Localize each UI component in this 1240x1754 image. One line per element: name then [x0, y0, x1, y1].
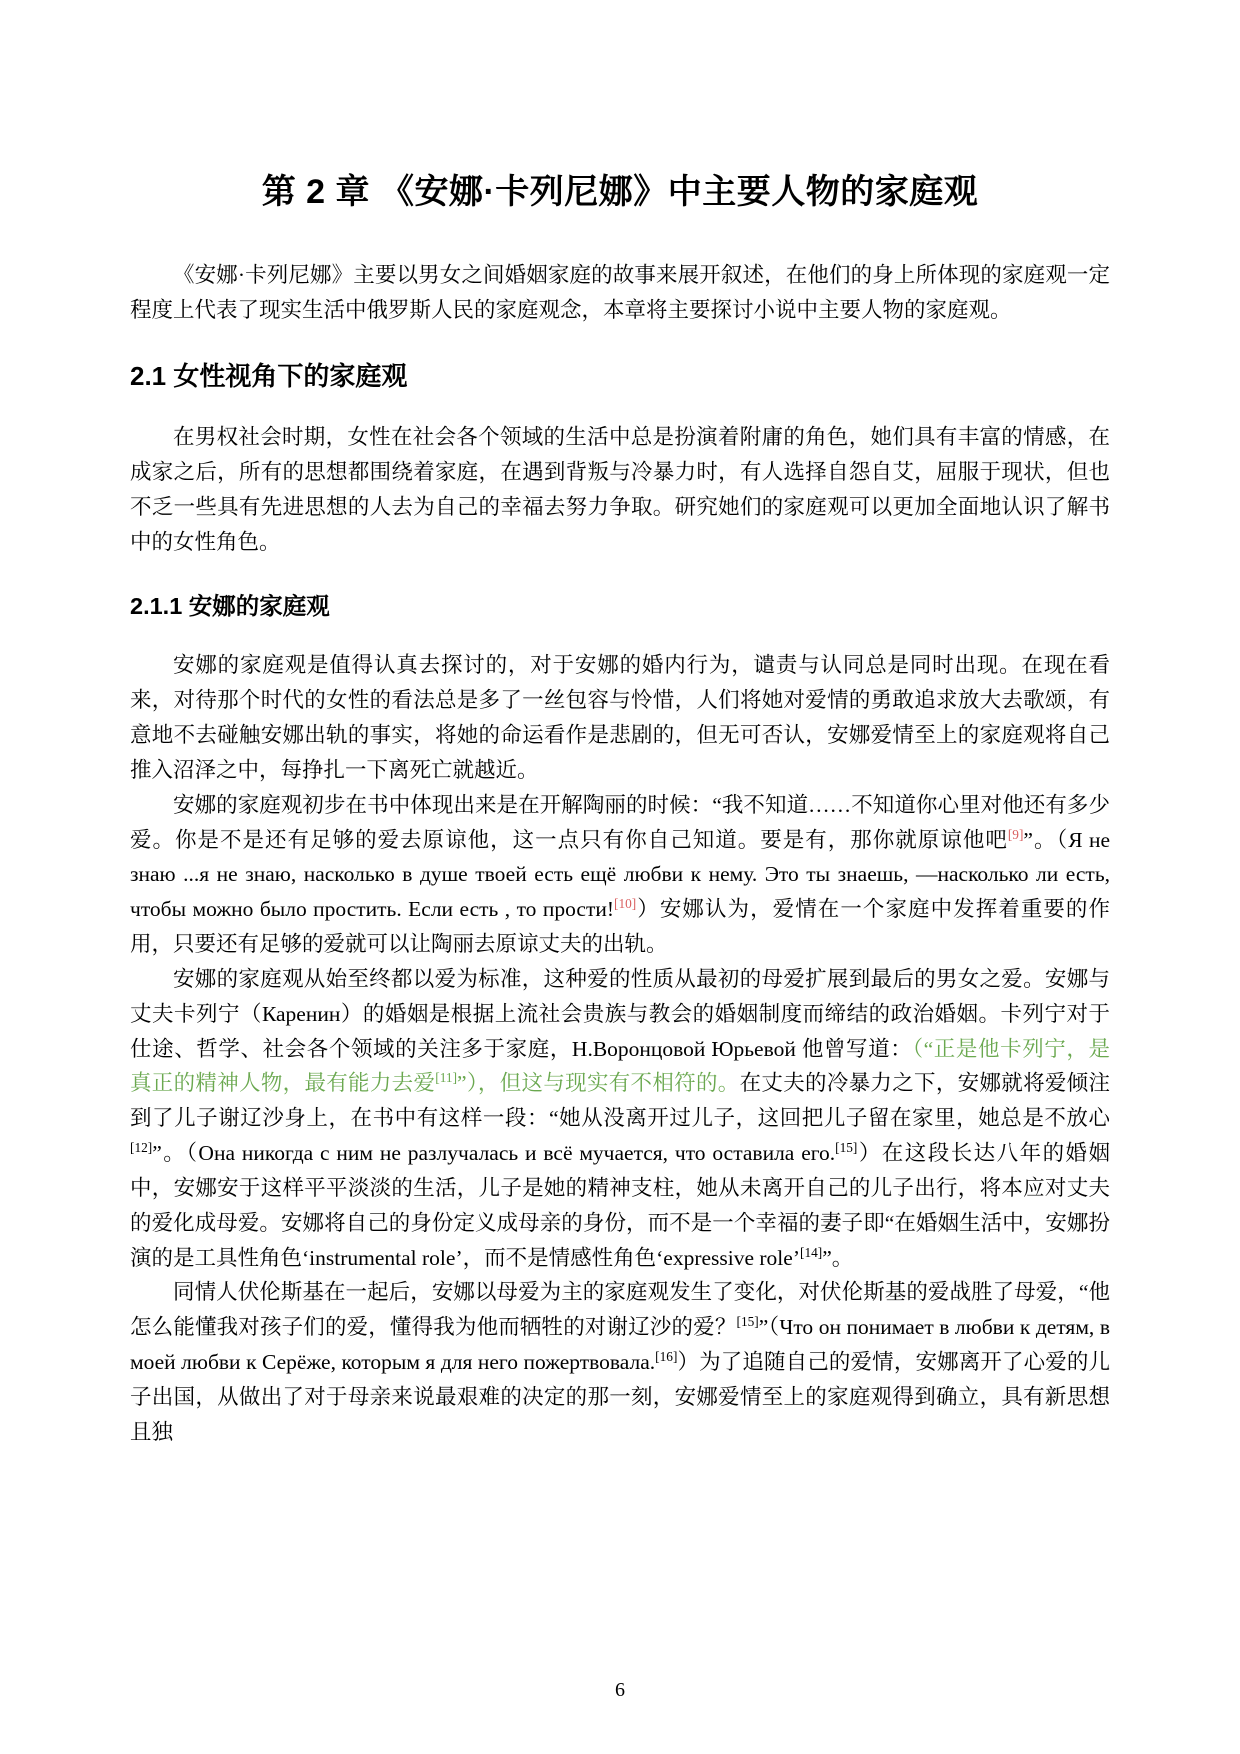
para2-text-part-1: 安娜的家庭观初步在书中体现出来是在开解陶丽的时候：“我不知道……不知道你心里对他还有多少爱。你是不是还有足够的爱去原谅他，这一点只有你自己知道。要是有，那你就原谅他吧: [130, 792, 1110, 852]
subsection-heading-2-1-1: 2.1.1 安娜的家庭观: [130, 592, 330, 619]
anna-paragraph-2: [130, 788, 1110, 962]
anna-paragraph-4: [130, 1275, 1110, 1449]
english-term-instrumental-role: instrumental role: [309, 1245, 456, 1270]
para3-text-part-5: ”。（: [152, 1141, 199, 1166]
citation-marker-9: [9]: [1007, 826, 1024, 842]
citation-marker-10: [10]: [614, 896, 637, 912]
russian-name-vorontsova: Н.Воронцовой Юрьевой: [571, 1036, 796, 1061]
intro-paragraph: 《安娜·卡列尼娜》主要以男女之间婚姻家庭的故事来展开叙述，在他们的身上所体现的家庭观一定程度上代表了现实生活中俄罗斯人民的家庭观念，本章将主要探讨小说中主要人物的家庭观。: [130, 263, 1110, 323]
citation-marker-16: [16]: [655, 1348, 678, 1364]
para3-text-part-4: 在丈夫的冷暴力之下，安娜就将爱倾注到了儿子谢辽沙身上，在书中有这样一段：“她从没离开过儿子，这回把儿子留在家里，她总是不放心: [130, 1071, 1110, 1131]
russian-quote-3: Что он понимает в любви к детям, в моей любви к Серёже, которым я для него пожертвовала.: [130, 1315, 1110, 1374]
green-highlight-quote-end: ”），但这与现实有不相符的。: [457, 1071, 740, 1096]
para4-text-part-1: 同情人伏伦斯基在一起后，安娜以母爱为主的家庭观发生了变化，对伏伦斯基的爱战胜了母爱，“他怎么能懂我对孩子们的爱，懂得我为他而牺牲的对谢辽沙的爱？: [130, 1280, 1110, 1340]
anna-paragraph-3: [130, 962, 1110, 1275]
english-term-expressive-role: expressive role: [663, 1245, 793, 1270]
citation-marker-12: [12]: [130, 1139, 153, 1155]
citation-marker-14: [14]: [800, 1244, 823, 1260]
citation-marker-11: [11]: [435, 1070, 458, 1086]
para4-text-part-2: ”（: [758, 1315, 780, 1340]
para3-text-part-7: ’，而不是情感性角色‘: [455, 1245, 664, 1270]
para3-text-part-9: ”。: [822, 1245, 854, 1270]
section-2-1-paragraph: 在男权社会时期，女性在社会各个领域的生活中总是扮演着附庸的角色，她们具有丰富的情感，在成家之后，所有的思想都围绕着家庭，在遇到背叛与冷暴力时，有人选择自怨自艾，屈服于现状，但也不乏一些具有先进思想的人去为自己的幸福去努力争取。研究她们的家庭观可以更加全面地认识了解书中的女性角色。: [130, 425, 1110, 554]
russian-name-karenin: Каренин: [261, 1001, 341, 1026]
green-highlight-quote-start: （“正是他卡列宁，是真正的精神人物，最有能力去爱: [130, 1036, 1110, 1096]
citation-marker-15b: [15]: [736, 1314, 759, 1330]
para4-text-part-3: ）为了追随自己的爱情，安娜离开了心爱的儿子出国，从做出了对于母亲来说最艰难的决定的那一刻，安娜爱情至上的家庭观得到确立，具有新思想且独: [130, 1350, 1110, 1444]
para3-text-part-2: ）的婚姻是根据上流社会贵族与教会的婚姻制度而缔结的政治婚姻。卡列宁对于仕途、哲学、社会各个领域的关注多于家庭，: [130, 1001, 1110, 1061]
para2-text-part-3: ）安娜认为，爱情在一个家庭中发挥着重要的作用，只要还有足够的爱就可以让陶丽去原谅丈夫的出轨。: [130, 897, 1110, 957]
para3-text-part-3: 他曾写道：: [795, 1036, 913, 1061]
section-heading-2-1: 2.1 女性视角下的家庭观: [130, 360, 408, 391]
para3-text-part-1: 安娜的家庭观从始至终都以爱为标准，这种爱的性质从最初的母爱扩展到最后的男女之爱。安娜与丈夫卡列宁（: [130, 966, 1110, 1026]
anna-paragraph-1: 安娜的家庭观是值得认真去探讨的，对于安娜的婚内行为，谴责与认同总是同时出现。在现在看来，对待那个时代的女性的看法总是多了一丝包容与怜惜，人们将她对爱情的勇敢追求放大去歌颂，有意地不去碰触安娜出轨的事实，将她的命运看作是悲剧的，但无可否认，安娜爱情至上的家庭观将自己推入沼泽之中，每挣扎一下离死亡就越近。: [130, 653, 1110, 782]
para2-text-part-2: ”。（: [1023, 827, 1069, 852]
chapter-title: 第 2 章 《安娜·卡列尼娜》中主要人物的家庭观: [261, 173, 979, 211]
citation-marker-15a: [15]: [835, 1139, 858, 1155]
russian-quote-1: Я не знаю ...я не знаю, насколько в душе твоей есть ещё любви к нему. Это ты знаешь, —насколько ли есть, чтобы можно было простить. Если есть , то прости!: [130, 827, 1111, 922]
page-number: 6: [615, 1679, 625, 1701]
para3-text-part-6: ）在这段长达八年的婚姻中，安娜安于这样平平淡淡的生活，儿子是她的精神支柱，她从未离开自己的儿子出行，将本应对丈夫的爱化成母爱。安娜将自己的身份定义成母亲的身份，而不是一个幸福的妻子即“在婚姻生活中，安娜扮演的是工具性角色‘: [130, 1141, 1110, 1270]
russian-quote-2: Она никогда с ним не разлучалась и всё мучается, что оставила его.: [198, 1141, 836, 1166]
para3-text-part-8: ’: [792, 1245, 800, 1270]
